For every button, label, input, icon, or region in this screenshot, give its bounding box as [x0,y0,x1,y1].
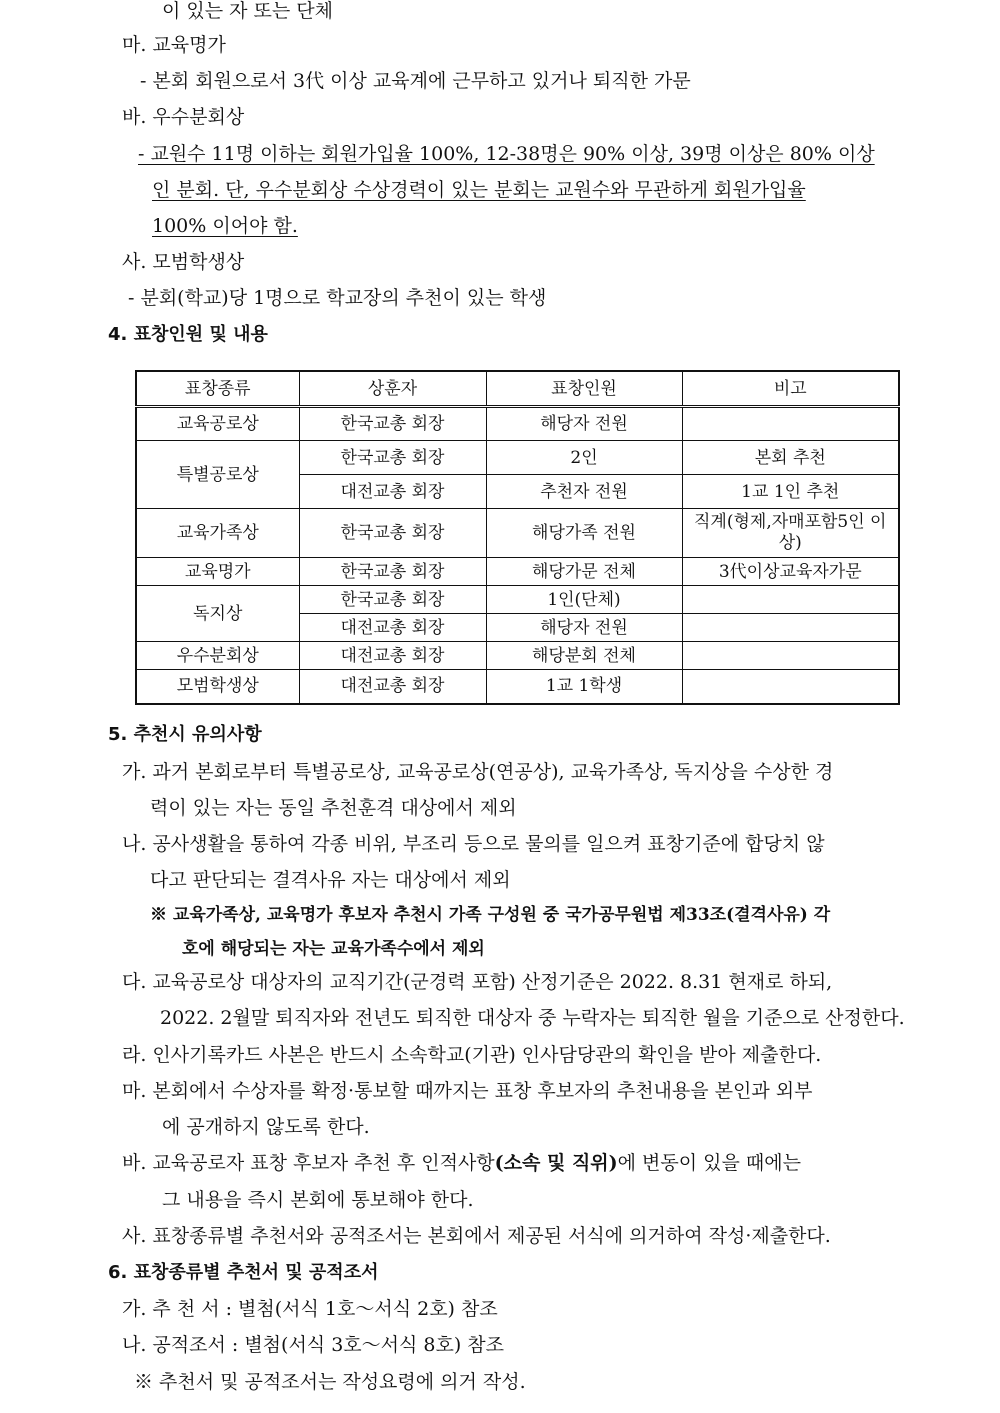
cell-awarder: 한국교총 회장 [299,509,486,558]
header-awarder: 상훈자 [299,371,486,407]
cell-award-type: 우수분회상 [136,642,299,670]
caution-na-line-2: 다고 판단되는 결격사유 자는 대상에서 제외 [150,869,511,891]
continued-text: 이 있는 자 또는 단체 [162,0,333,22]
table-row [136,642,899,670]
section-5-heading: 5. 추천시 유의사항 [108,724,262,745]
cell-recipients: 해당분회 전체 [486,642,682,670]
table-row [136,441,899,475]
caution-note-line-1: ※ 교육가족상, 교육명가 후보자 추천시 가족 구성원 중 국가공무원법 제33조(결격사유) 각 [150,905,831,925]
cell-award-type: 교육공로상 [136,407,299,441]
cell-remarks [682,586,899,614]
cell-awarder: 한국교총 회장 [299,407,486,441]
cell-award-type: 모범학생상 [136,670,299,704]
item-sa-desc: - 분회(학교)당 1명으로 학교장의 추천이 있는 학생 [128,287,547,309]
table-row [136,407,899,441]
item-ba-desc-3: 100% 이어야 함. [152,215,298,237]
cell-award-type: 교육가족상 [136,509,299,558]
caution-ba-line-2: 그 내용을 즉시 본회에 통보해야 한다. [162,1189,474,1211]
caution-ma-line-1: 마. 본회에서 수상자를 확정·통보할 때까지는 표창 후보자의 추천내용을 본인과 외부 [122,1080,813,1102]
table-row [136,670,899,704]
form-na: 나. 공적조서 : 별첨(서식 3호～서식 8호) 참조 [122,1334,504,1356]
header-remarks: 비고 [682,371,899,407]
item-ma-desc: - 본회 회원으로서 3代 이상 교육계에 근무하고 있거나 퇴직한 가문 [140,70,691,92]
form-ga: 가. 추 천 서 : 별첨(서식 1호～서식 2호) 참조 [122,1298,498,1320]
section-4-heading: 4. 표창인원 및 내용 [108,324,268,345]
caution-sa: 사. 표창종류별 추천서와 공적조서는 본회에서 제공된 서식에 의거하여 작성·제출한다. [122,1225,831,1247]
caution-ga-line-2: 력이 있는 자는 동일 추천훈격 대상에서 제외 [150,797,517,819]
cell-recipients: 2인 [486,441,682,475]
cell-awarder: 대전교총 회장 [299,614,486,642]
item-ba-desc-1: - 교원수 11명 이하는 회원가입율 100%, 12-38명은 90% 이상, 39명 이상은 80% 이상 [138,143,875,165]
cell-recipients: 추천자 전원 [486,475,682,509]
cell-recipients: 해당가족 전원 [486,509,682,558]
caution-da-line-2: 2022. 2월말 퇴직자와 전년도 퇴직한 대상자 중 누락자는 퇴직한 월을 기준으로 산정한다. [160,1007,905,1029]
header-recipients: 표창인원 [486,371,682,407]
caution-ba-text-emphasis: (소속 및 직위) [494,1152,618,1174]
caution-note-line-2: 호에 해당되는 자는 교육가족수에서 제외 [182,939,485,959]
cell-awarder: 대전교총 회장 [299,475,486,509]
item-ba-title: 바. 우수분회상 [122,106,245,128]
caution-ma-line-2: 에 공개하지 않도록 한다. [162,1116,370,1138]
cell-awarder: 대전교총 회장 [299,670,486,704]
cell-recipients: 1교 1학생 [486,670,682,704]
cell-remarks [682,407,899,441]
cell-remarks: 3代이상교육자가문 [682,558,899,586]
caution-ba-text-a: 바. 교육공로자 표창 후보자 추천 후 인적사항 [122,1152,495,1174]
cell-remarks: 본회 추천 [682,441,899,475]
cell-recipients: 해당가문 전체 [486,558,682,586]
cell-remarks [682,642,899,670]
caution-da-line-1: 다. 교육공로상 대상자의 교직기간(군경력 포함) 산정기준은 2022. 8.31 현재로 하되, [122,971,833,993]
cell-award-type: 교육명가 [136,558,299,586]
table-header-row [136,371,899,407]
cell-remarks [682,670,899,704]
form-note: ※ 추천서 및 공적조서는 작성요령에 의거 작성. [134,1371,526,1393]
header-award-type: 표창종류 [136,371,299,407]
caution-ga-line-1: 가. 과거 본회로부터 특별공로상, 교육공로상(연공상), 교육가족상, 독지상을 수상한 경 [122,761,834,783]
caution-ra: 라. 인사기록카드 사본은 반드시 소속학교(기관) 인사담당관의 확인을 받아 제출한다. [122,1044,822,1066]
cell-award-type: 특별공로상 [136,441,299,509]
table-row [136,558,899,586]
item-ma-title: 마. 교육명가 [122,34,226,56]
award-table [135,370,900,705]
cell-awarder: 대전교총 회장 [299,642,486,670]
cell-award-type: 독지상 [136,586,299,642]
cell-remarks [682,614,899,642]
cell-remarks: 직계(형제,자매포함5인 이상) [682,509,899,558]
item-sa-title: 사. 모범학생상 [122,251,245,273]
cell-awarder: 한국교총 회장 [299,441,486,475]
section-6-heading: 6. 표창종류별 추천서 및 공적조서 [108,1262,379,1283]
cell-recipients: 해당자 전원 [486,614,682,642]
caution-na-line-1: 나. 공사생활을 통하여 각종 비위, 부조리 등으로 물의를 일으켜 표창기준에 합당치 않 [122,833,825,855]
table-row [136,586,899,614]
cell-awarder: 한국교총 회장 [299,586,486,614]
cell-remarks: 1교 1인 추천 [682,475,899,509]
cell-recipients: 해당자 전원 [486,407,682,441]
caution-ba-text-c: 에 변동이 있을 때에는 [617,1152,801,1174]
cell-awarder: 한국교총 회장 [299,558,486,586]
cell-recipients: 1인(단체) [486,586,682,614]
table-row [136,509,899,558]
caution-ba-line-1 [122,1150,801,1176]
item-ba-desc-2: 인 분회. 단, 우수분회상 수상경력이 있는 분회는 교원수와 무관하게 회원가입율 [152,179,806,201]
